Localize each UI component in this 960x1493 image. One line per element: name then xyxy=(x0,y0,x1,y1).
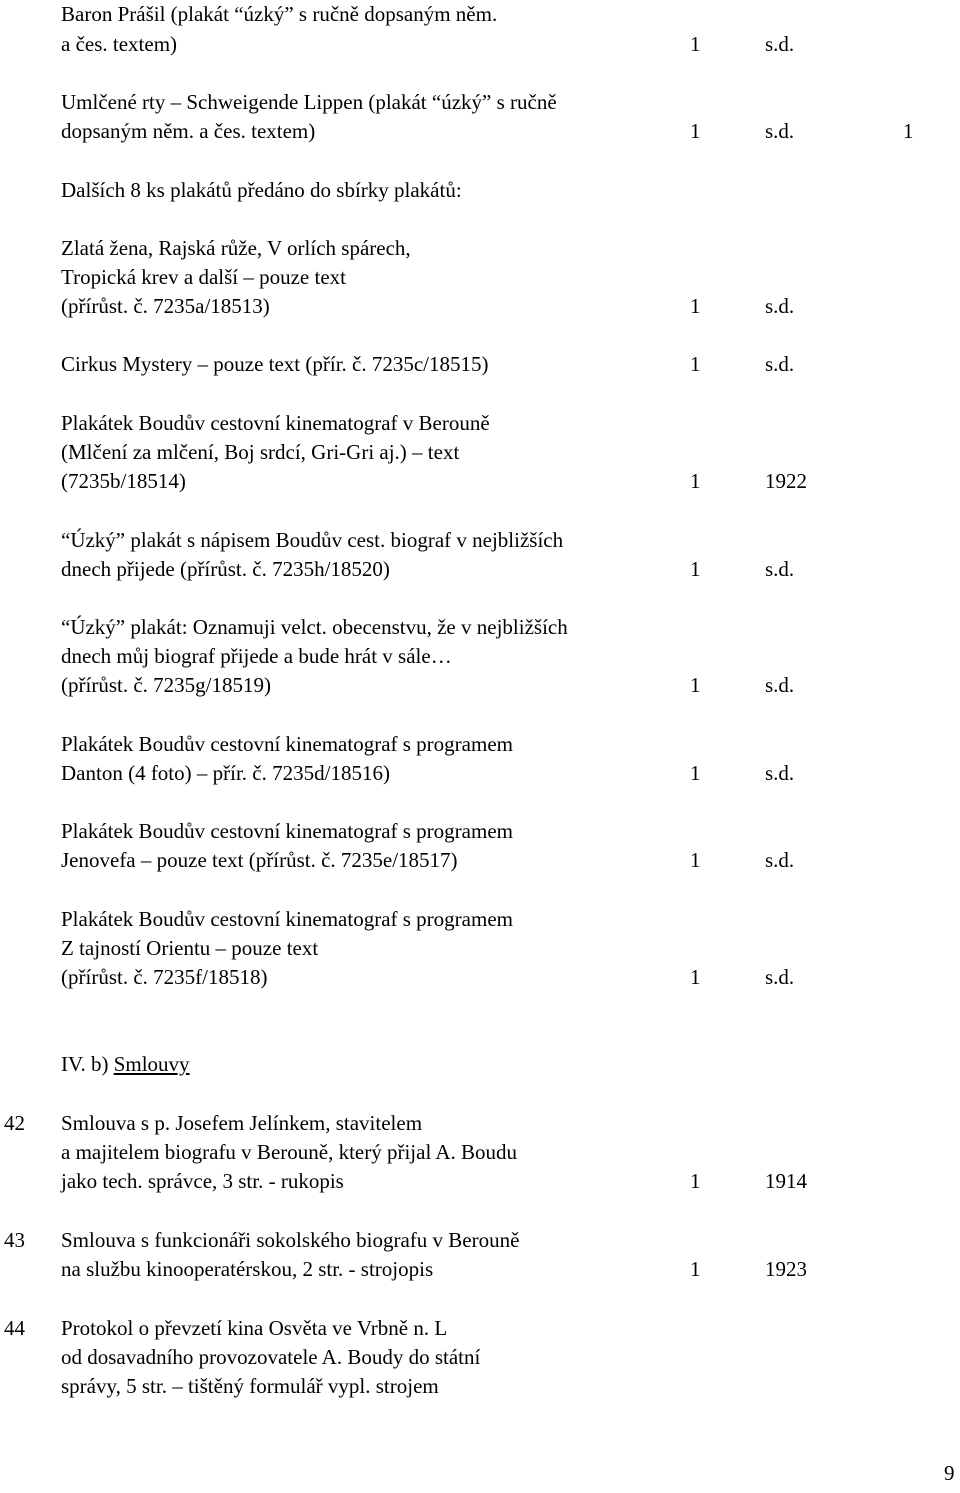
entry-count: 1 xyxy=(690,352,701,376)
contract-number: 43 xyxy=(4,1228,25,1252)
entry-date: s.d. xyxy=(765,352,795,376)
contract-count: 1 xyxy=(690,1169,701,1193)
entry-line: (přírůst. č. 7235f/18518) xyxy=(61,965,268,989)
entry-line: Dalších 8 ks plakátů předáno do sbírky plakátů: xyxy=(61,178,462,202)
contract-line: Protokol o převzetí kina Osvěta ve Vrbně n. L xyxy=(61,1316,448,1340)
entry-date: s.d. xyxy=(765,965,795,989)
entry-line: Tropická krev a další – pouze text xyxy=(61,265,346,289)
contract-number: 44 xyxy=(4,1316,25,1340)
entry-count: 1 xyxy=(690,848,701,872)
contract-date: 1914 xyxy=(765,1169,807,1193)
contract-line: a majitelem biografu v Berouně, který přijal A. Boudu xyxy=(61,1140,518,1164)
entry-line: Jenovefa – pouze text (přírůst. č. 7235e/18517) xyxy=(61,848,458,872)
entry-line: dnech přijede (přírůst. č. 7235h/18520) xyxy=(61,557,390,581)
entry-count: 1 xyxy=(690,469,701,493)
entry-line: dnech můj biograf přijede a bude hrát v sále… xyxy=(61,644,452,668)
page-number: 9 xyxy=(944,1461,955,1485)
entry-date: s.d. xyxy=(765,294,795,318)
entry-count: 1 xyxy=(690,965,701,989)
entry-count: 1 xyxy=(690,557,701,581)
entry-line: Plakátek Boudův cestovní kinematograf s programem xyxy=(61,907,513,931)
contract-line: Smlouva s funkcionáři sokolského biografu v Berouně xyxy=(61,1228,520,1252)
contract-line: od dosavadního provozovatele A. Boudy do státní xyxy=(61,1345,481,1369)
contract-line: jako tech. správce, 3 str. - rukopis xyxy=(61,1169,344,1193)
entry-date: s.d. xyxy=(765,673,795,697)
contract-count: 1 xyxy=(690,1257,701,1281)
entry-date: s.d. xyxy=(765,761,795,785)
entry-count: 1 xyxy=(690,294,701,318)
entry-extra: 1 xyxy=(903,119,914,143)
entry-count: 1 xyxy=(690,761,701,785)
contract-line: na službu kinooperatérskou, 2 str. - strojopis xyxy=(61,1257,434,1281)
contract-date: 1923 xyxy=(765,1257,807,1281)
entry-line: Zlatá žena, Rajská růže, V orlích spárech, xyxy=(61,236,411,260)
section-title: Smlouvy xyxy=(113,1052,190,1076)
contract-number: 42 xyxy=(4,1111,25,1135)
entry-count: 1 xyxy=(690,673,701,697)
entry-line: dopsaným něm. a čes. textem) xyxy=(61,119,316,143)
entry-count: 1 xyxy=(690,32,701,56)
entry-date: s.d. xyxy=(765,32,795,56)
contract-line: Smlouva s p. Josefem Jelínkem, stavitelem xyxy=(61,1111,423,1135)
entry-date: 1922 xyxy=(765,469,807,493)
contract-line: správy, 5 str. – tištěný formulář vypl. strojem xyxy=(61,1374,439,1398)
entry-line: “Úzký” plakát: Oznamuji velct. obecenstvu, že v nejbližších xyxy=(61,615,568,639)
entry-line: Danton (4 foto) – přír. č. 7235d/18516) xyxy=(61,761,390,785)
entry-count: 1 xyxy=(690,119,701,143)
entry-line: Baron Prášil (plakát “úzký” s ručně dopsaným něm. xyxy=(61,2,498,26)
entry-line: Cirkus Mystery – pouze text (přír. č. 7235c/18515) xyxy=(61,352,489,376)
entry-line: (Mlčení za mlčení, Boj srdcí, Gri-Gri aj.) – text xyxy=(61,440,460,464)
entry-line: (7235b/18514) xyxy=(61,469,186,493)
entry-line: Umlčené rty – Schweigende Lippen (plakát “úzký” s ručně xyxy=(61,90,557,114)
entry-date: s.d. xyxy=(765,119,795,143)
entry-line: Plakátek Boudův cestovní kinematograf v Berouně xyxy=(61,411,490,435)
entry-line: Z tajností Orientu – pouze text xyxy=(61,936,319,960)
entry-line: a čes. textem) xyxy=(61,32,178,56)
entry-line: (přírůst. č. 7235g/18519) xyxy=(61,673,271,697)
entry-date: s.d. xyxy=(765,848,795,872)
entry-line: “Úzký” plakát s nápisem Boudův cest. biograf v nejbližších xyxy=(61,528,564,552)
entry-date: s.d. xyxy=(765,557,795,581)
entry-line: Plakátek Boudův cestovní kinematograf s programem xyxy=(61,732,513,756)
entry-line: (přírůst. č. 7235a/18513) xyxy=(61,294,270,318)
section-heading xyxy=(61,1050,190,1078)
entry-line: Plakátek Boudův cestovní kinematograf s programem xyxy=(61,819,513,843)
section-prefix: IV. b) xyxy=(61,1052,109,1076)
